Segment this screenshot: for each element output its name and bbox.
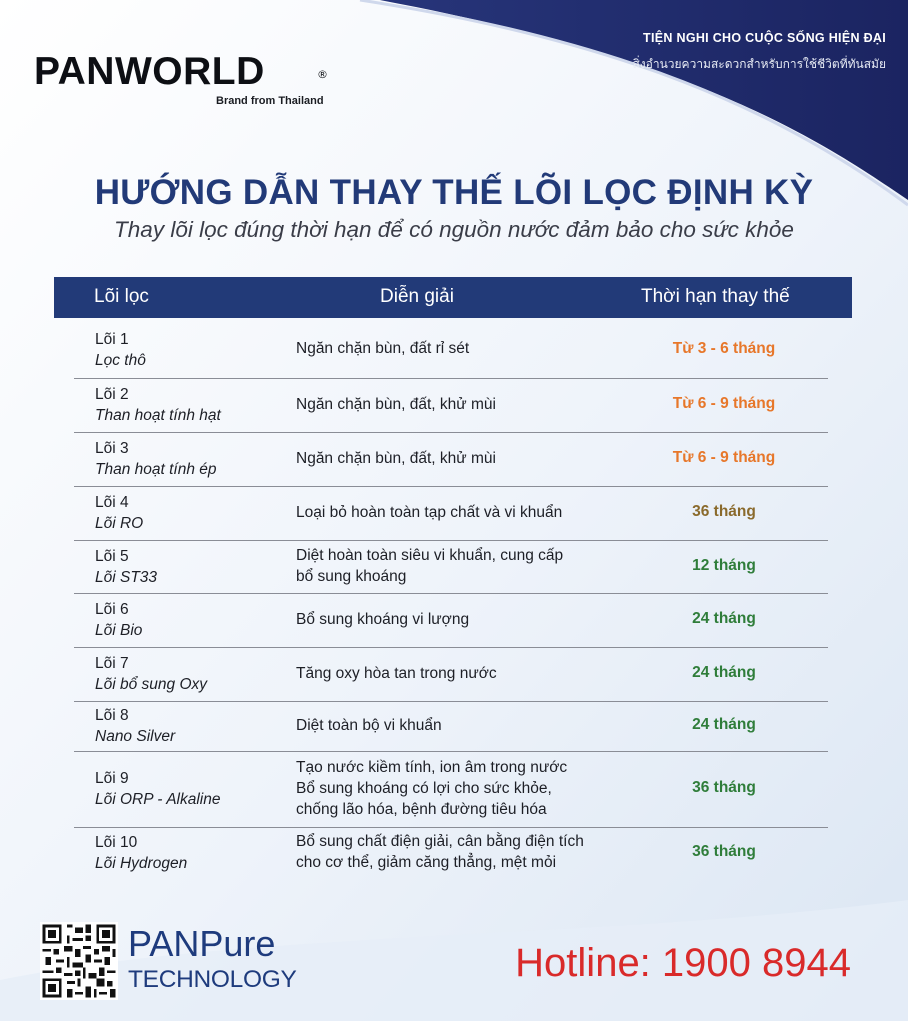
- description-line: bổ sung khoáng: [296, 567, 407, 585]
- filter-description: [296, 448, 636, 469]
- filter-name: Lõi 4: [95, 494, 129, 511]
- replacement-period: Từ 6 - 9 tháng: [672, 449, 776, 466]
- description-line: chống lão hóa, bệnh đường tiêu hóa: [296, 800, 547, 818]
- description-line: Loại bỏ hoàn toàn tạp chất và vi khuẩn: [296, 503, 563, 521]
- filter-description: [296, 609, 636, 630]
- filter-type: Lõi RO: [95, 515, 144, 532]
- replacement-period: 24 tháng: [692, 716, 756, 733]
- filter-description: [296, 831, 636, 873]
- filter-description: [296, 715, 636, 736]
- table-row: [74, 322, 828, 379]
- filter-type: Than hoạt tính ép: [95, 461, 217, 478]
- table-row: [74, 702, 828, 752]
- header-filter: Lõi lọc: [94, 286, 149, 307]
- table-header: [54, 277, 852, 318]
- description-line: Ngăn chặn bùn, đất rỉ sét: [296, 340, 470, 357]
- filter-type: Than hoạt tính hạt: [95, 407, 221, 424]
- replacement-period: 36 tháng: [692, 843, 756, 860]
- table-row: [74, 594, 828, 648]
- table-row: [74, 541, 828, 594]
- description-line: Diệt hoàn toàn siêu vi khuẩn, cung cấp: [296, 546, 564, 564]
- logo-wordmark: PANWORLD: [34, 50, 265, 93]
- replacement-period: Từ 6 - 9 tháng: [672, 395, 776, 412]
- filter-description: [296, 394, 636, 415]
- panpure-title: PANPure: [128, 923, 276, 964]
- table-row: [74, 487, 828, 541]
- replacement-period: 24 tháng: [692, 610, 756, 627]
- registered-mark: ®: [317, 68, 328, 81]
- filter-description: [296, 338, 636, 359]
- panworld-logo: [34, 50, 328, 107]
- description-line: Tăng oxy hòa tan trong nước: [296, 664, 497, 682]
- description-line: Bổ sung chất điện giải, cân bằng điện tích: [296, 833, 584, 850]
- replacement-period: 36 tháng: [692, 779, 756, 796]
- page-title: HƯỚNG DẪN THAY THẾ LÕI LỌC ĐỊNH KỲ: [94, 173, 814, 212]
- header-replacement-period: Thời hạn thay thế: [641, 286, 790, 307]
- description-line: cho cơ thể, giảm căng thẳng, mệt mỏi: [296, 854, 557, 871]
- filter-name: Lõi 10: [95, 834, 138, 851]
- replacement-period: 24 tháng: [692, 664, 756, 681]
- filter-name: Lõi 5: [95, 547, 129, 565]
- filter-description: [296, 663, 636, 684]
- description-line: Ngăn chặn bùn, đất, khử mùi: [296, 449, 496, 467]
- description-line: Bổ sung khoáng vi lượng: [296, 610, 470, 628]
- description-line: Ngăn chặn bùn, đất, khử mùi: [296, 395, 496, 413]
- slogan-thai: สิ่งอำนวยความสะดวกสำหรับการใช้ชีวิตที่ทันสมัย: [632, 57, 886, 71]
- filter-description: [296, 757, 636, 820]
- table-row: [74, 828, 828, 880]
- panpure-technology: TECHNOLOGY: [128, 966, 297, 993]
- filter-name: Lõi 1: [95, 330, 129, 348]
- filter-description: [296, 545, 636, 587]
- table-row: [74, 648, 828, 702]
- description-line: Diệt toàn bộ vi khuẩn: [296, 716, 442, 734]
- filter-name: Lõi 9: [95, 770, 129, 787]
- filter-type: Lõi ST33: [95, 568, 158, 586]
- page-subtitle: Thay lõi lọc đúng thời hạn để có nguồn nước đảm bảo cho sức khỏe: [114, 217, 794, 242]
- filter-type: Lõi bổ sung Oxy: [95, 676, 208, 693]
- table-row: [74, 752, 828, 828]
- filter-name: Lõi 8: [95, 707, 129, 724]
- filter-type: Lõi Bio: [95, 622, 143, 639]
- description-line: Tạo nước kiềm tính, ion âm trong nước: [296, 758, 568, 776]
- filter-name: Lõi 6: [95, 601, 129, 618]
- description-line: Bổ sung khoáng có lợi cho sức khỏe,: [296, 779, 552, 797]
- replacement-period: 12 tháng: [692, 556, 756, 574]
- hotline: Hotline: 1900 8944: [515, 941, 851, 985]
- table-row: [74, 433, 828, 487]
- table-row: [74, 379, 828, 433]
- filter-type: Lõi ORP - Alkaline: [95, 791, 221, 808]
- replacement-period: 36 tháng: [692, 503, 756, 520]
- qr-code-icon: [40, 922, 118, 1000]
- filter-name: Lõi 3: [95, 440, 129, 457]
- logo-tagline: Brand from Thailand: [216, 95, 324, 107]
- header-description: Diễn giải: [380, 286, 454, 307]
- replacement-period: Từ 3 - 6 tháng: [672, 339, 776, 357]
- slogan-vietnamese: TIỆN NGHI CHO CUỘC SỐNG HIỆN ĐẠI: [643, 31, 886, 45]
- filter-type: Lõi Hydrogen: [95, 855, 188, 872]
- filter-type: Lọc thô: [95, 351, 146, 369]
- filter-description: [296, 502, 636, 523]
- filter-name: Lõi 7: [95, 655, 129, 672]
- filter-type: Nano Silver: [95, 728, 176, 745]
- filter-name: Lõi 2: [95, 386, 129, 403]
